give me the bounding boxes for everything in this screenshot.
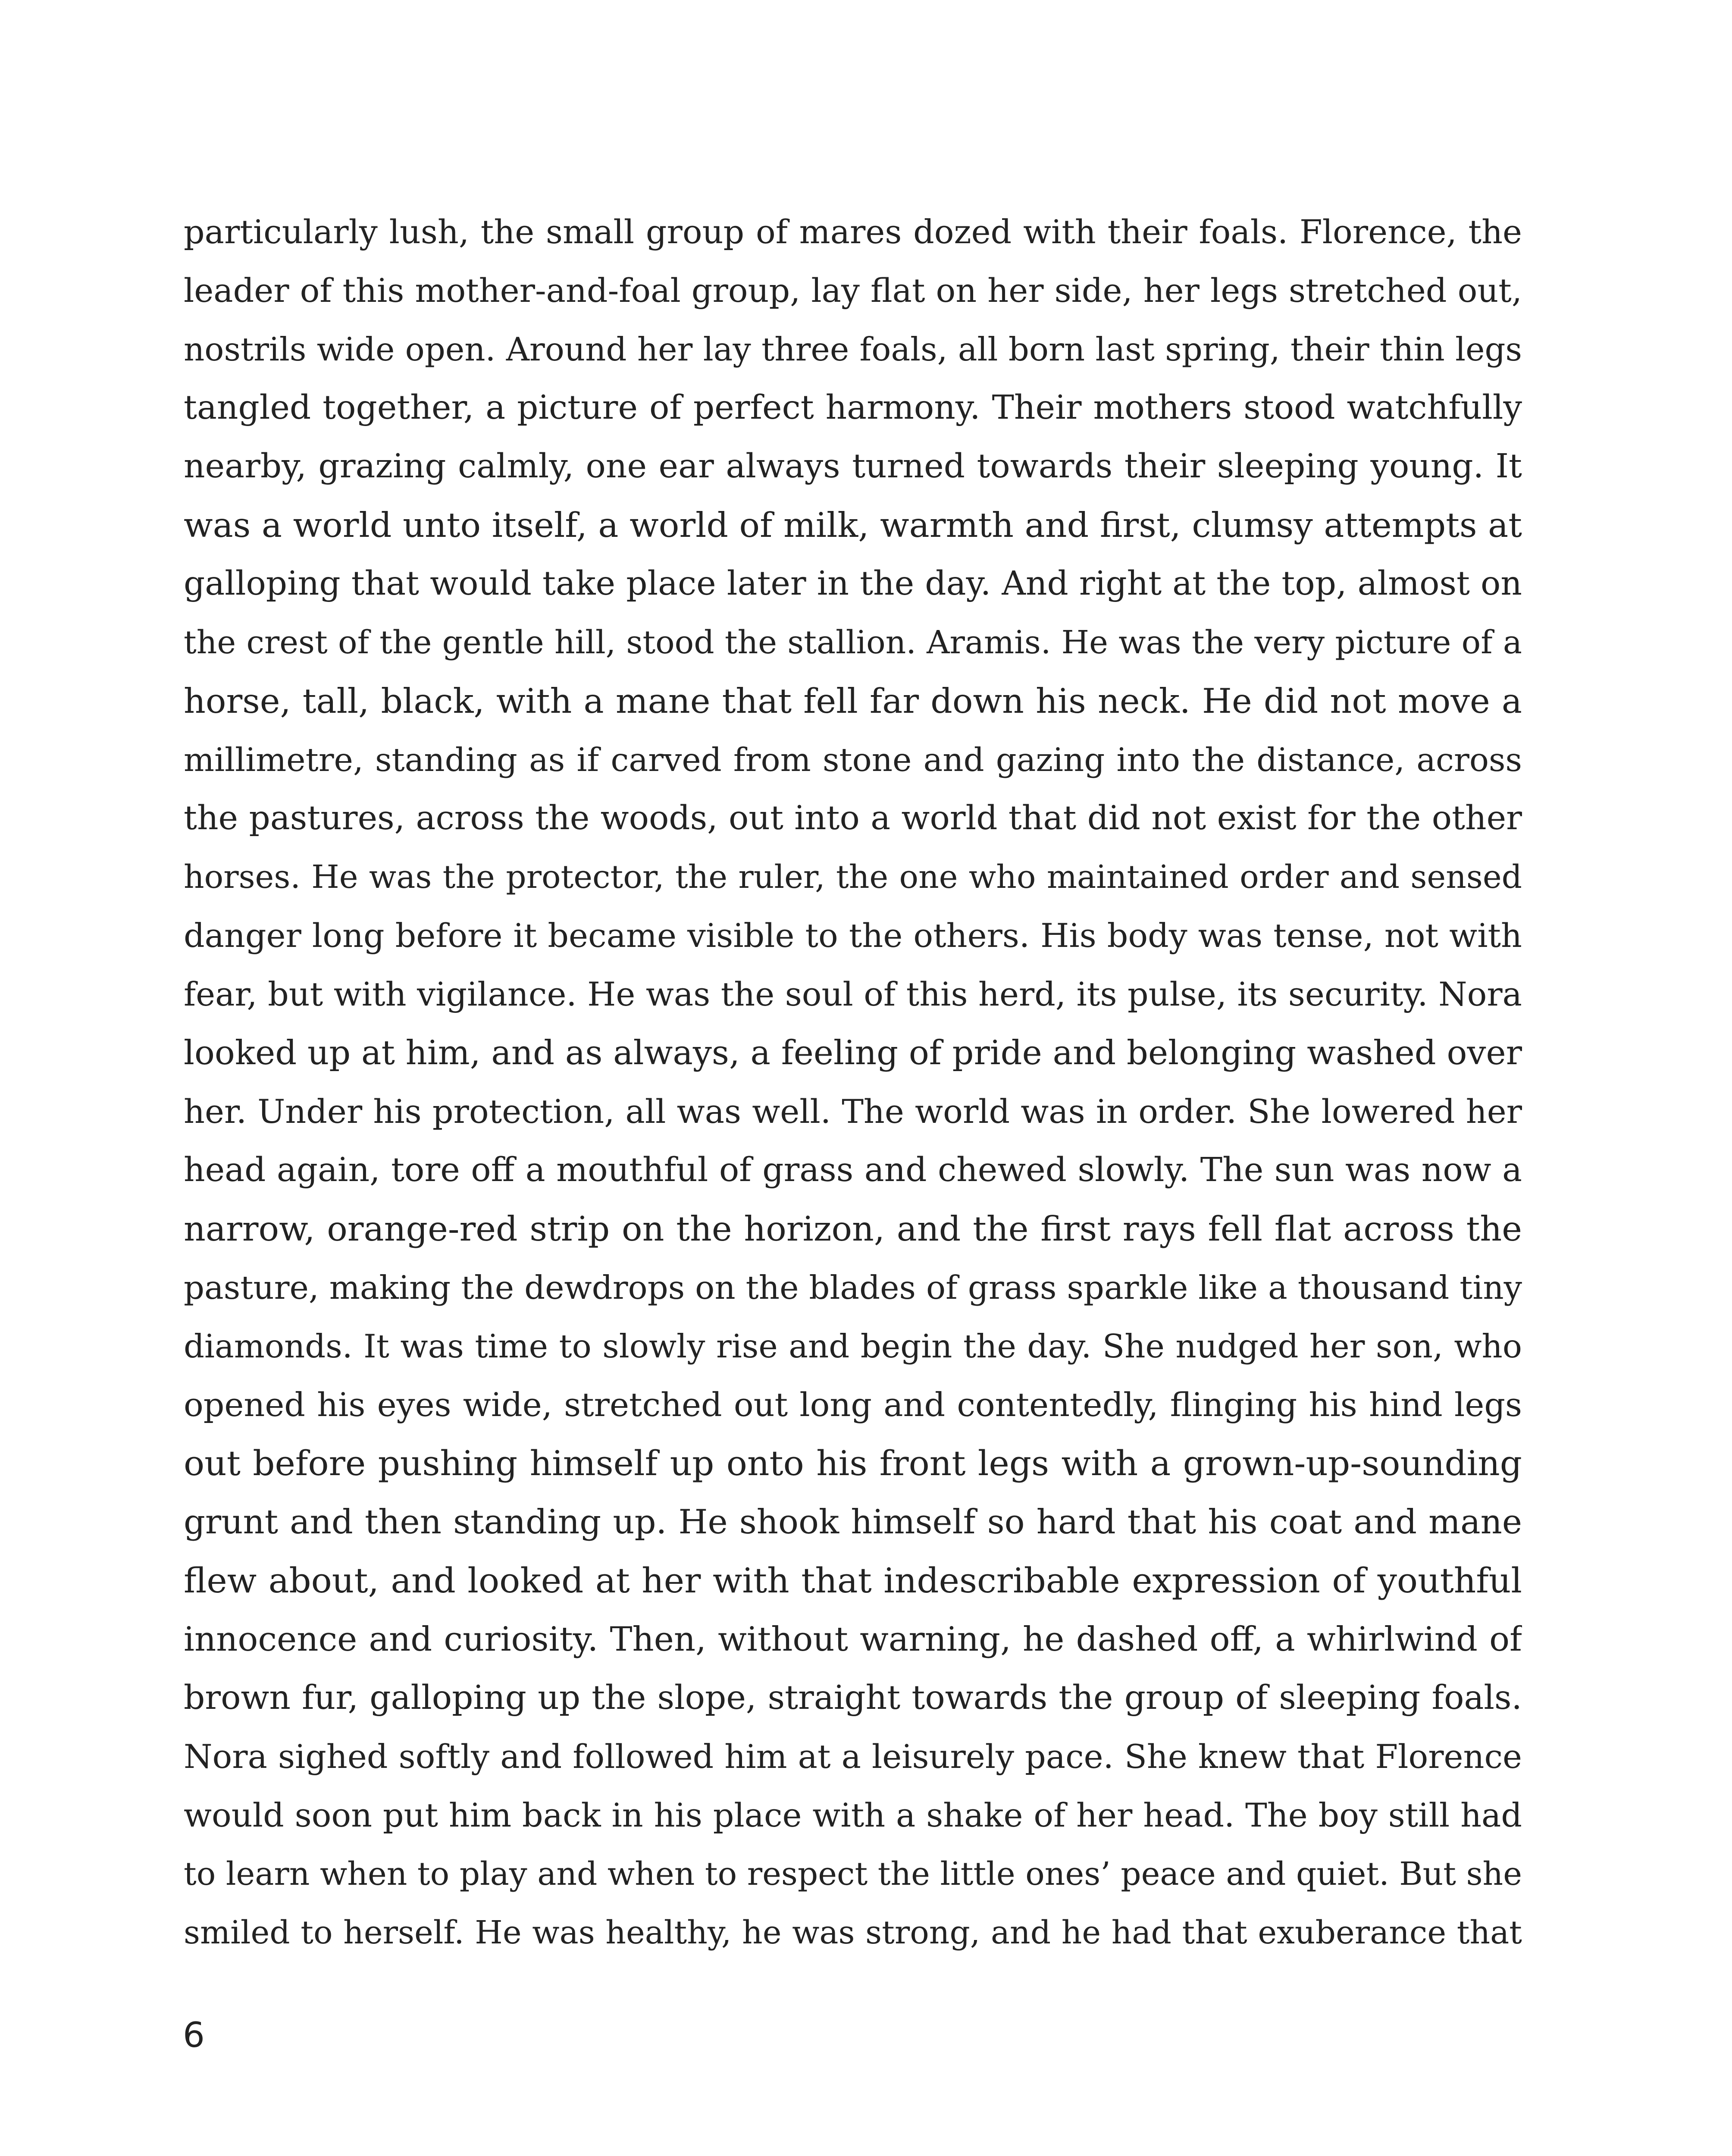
text-line: narrow, orange-red strip on the horizon, and the first rays fell flat across the bbox=[184, 1209, 1522, 1249]
text-line: leader of this mother-and-foal group, lay flat on her side, her legs stretched out, bbox=[184, 271, 1522, 310]
text-line: to learn when to play and when to respect the little ones’ peace and quiet. But she bbox=[184, 1855, 1522, 1893]
text-line: fear, but with vigilance. He was the soul of this herd, its pulse, its security. Nora bbox=[184, 975, 1522, 1013]
text-line: Nora sighed softly and followed him at a leisurely pace. She knew that Florence bbox=[184, 1737, 1522, 1776]
body-text bbox=[184, 203, 1522, 1962]
text-line: tangled together, a picture of perfect harmony. Their mothers stood watchfully bbox=[184, 389, 1522, 427]
text-line: nostrils wide open. Around her lay three foals, all born last spring, their thin legs bbox=[184, 330, 1522, 368]
text-line: was a world unto itself, a world of milk, warmth and first, clumsy attempts at bbox=[184, 505, 1522, 545]
text-line: danger long before it became visible to the others. His body was tense, not with bbox=[184, 916, 1522, 955]
text-line: grunt and then standing up. He shook himself so hard that his coat and mane bbox=[184, 1503, 1522, 1542]
page-number: 6 bbox=[183, 2015, 205, 2055]
text-line: brown fur, galloping up the slope, straight towards the group of sleeping foals. bbox=[184, 1679, 1522, 1717]
text-line: head again, tore off a mouthful of grass and chewed slowly. The sun was now a bbox=[184, 1151, 1522, 1189]
text-line: galloping that would take place later in the day. And right at the top, almost on bbox=[184, 564, 1522, 603]
text-line: pasture, making the dewdrops on the blades of grass sparkle like a thousand tiny bbox=[184, 1269, 1522, 1307]
text-line: nearby, grazing calmly, one ear always turned towards their sleeping young. It bbox=[184, 447, 1522, 486]
text-line: millimetre, standing as if carved from stone and gazing into the distance, across bbox=[184, 741, 1522, 779]
text-line: smiled to herself. He was healthy, he was strong, and he had that exuberance that bbox=[184, 1914, 1522, 1951]
text-line: horses. He was the protector, the ruler, the one who maintained order and sensed bbox=[184, 859, 1522, 896]
text-line: flew about, and looked at her with that indescribable expression of youthful bbox=[184, 1561, 1522, 1601]
text-line: looked up at him, and as always, a feeling of pride and belonging washed over bbox=[184, 1034, 1522, 1072]
text-line: her. Under his protection, all was well. The world was in order. She lowered her bbox=[184, 1092, 1522, 1131]
text-line: diamonds. It was time to slowly rise and begin the day. She nudged her son, who bbox=[184, 1327, 1522, 1365]
text-line: particularly lush, the small group of mares dozed with their foals. Florence, the bbox=[184, 213, 1522, 251]
text-line: horse, tall, black, with a mane that fell far down his neck. He did not move a bbox=[184, 681, 1522, 721]
text-line: out before pushing himself up onto his front legs with a grown-up-sounding bbox=[184, 1443, 1522, 1483]
text-line: the crest of the gentle hill, stood the stallion. Aramis. He was the very picture of a bbox=[184, 624, 1522, 661]
text-line: the pastures, across the woods, out into a world that did not exist for the other bbox=[184, 799, 1522, 837]
text-line: innocence and curiosity. Then, without warning, he dashed off, a whirlwind of bbox=[184, 1620, 1522, 1659]
text-line: opened his eyes wide, stretched out long and contentedly, flinging his hind legs bbox=[184, 1385, 1522, 1424]
text-line: would soon put him back in his place with a shake of her head. The boy still had bbox=[184, 1796, 1522, 1834]
